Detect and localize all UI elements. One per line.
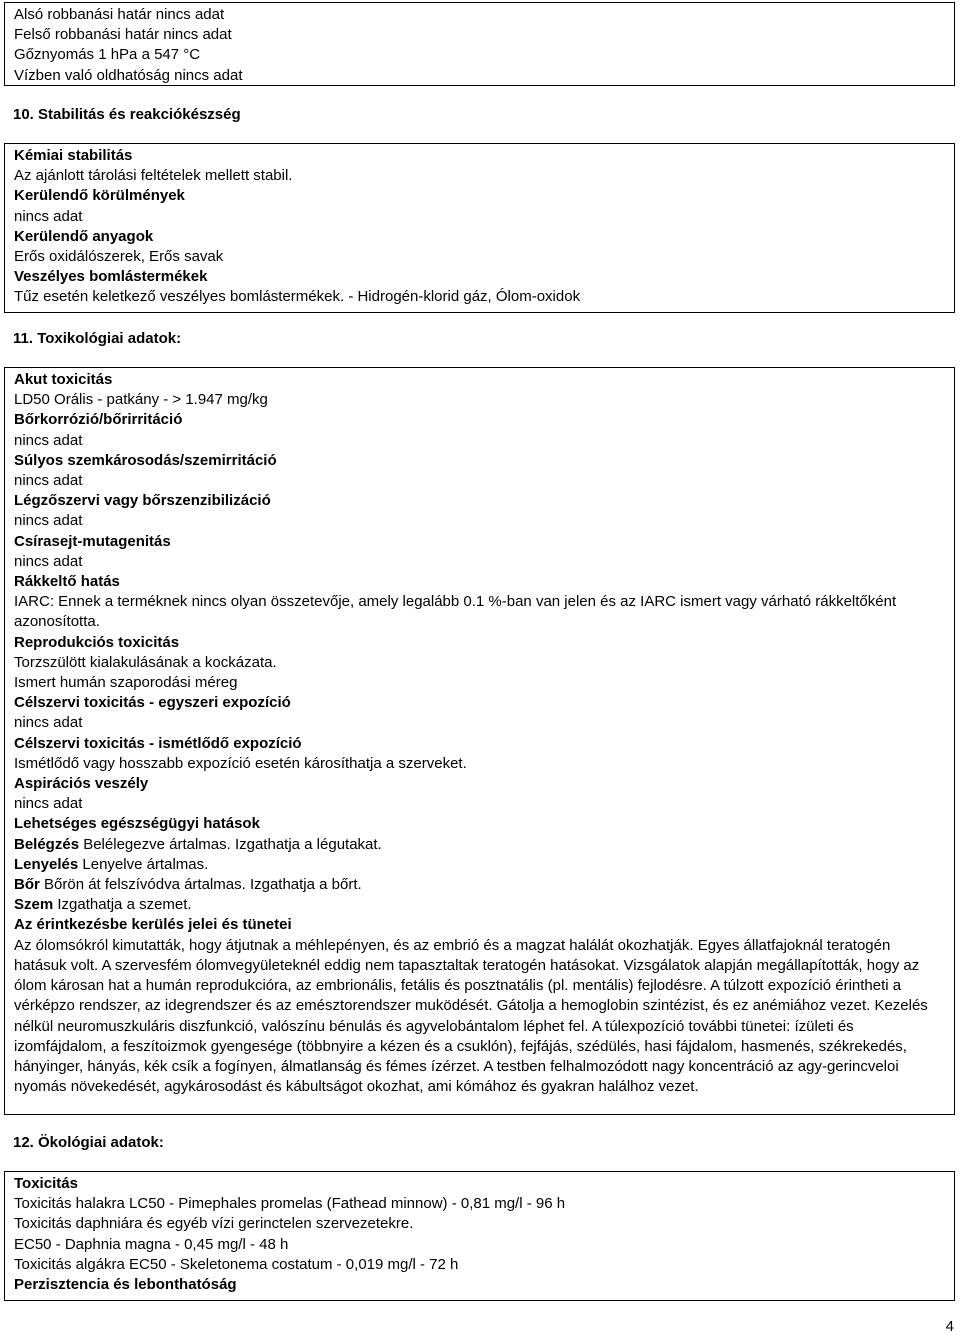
section-12-title: 12. Ökológiai adatok: bbox=[13, 1134, 164, 1151]
eye-damage-text: nincs adat bbox=[14, 472, 83, 490]
reproductive-toxicity-note: Ismert humán szaporodási méreg bbox=[14, 674, 238, 692]
stot-repeated-text: Ismétlődő vagy hosszabb expozíció esetén károsíthatja a szerveket. bbox=[14, 754, 467, 772]
stot-repeated-label: Célszervi toxicitás - ismétlődő expozíció bbox=[14, 734, 302, 752]
section-12-box bbox=[4, 1171, 955, 1301]
section-11-box bbox=[4, 367, 955, 1115]
chemical-stability-text: Az ajánlott tárolási feltételek mellett stabil. bbox=[14, 167, 293, 185]
effect-ingestion-label: Lenyelés bbox=[14, 855, 79, 873]
health-effects-label: Lehetséges egészségügyi hatások bbox=[14, 815, 260, 833]
materials-to-avoid-label: Kerülendő anyagok bbox=[14, 227, 154, 245]
vapor-pressure: Gőznyomás 1 hPa a 547 °C bbox=[14, 46, 201, 64]
reproductive-toxicity-label: Reprodukciós toxicitás bbox=[14, 633, 180, 651]
mutagenicity-text: nincs adat bbox=[14, 552, 83, 570]
water-solubility: Vízben való oldhatóság nincs adat bbox=[14, 66, 243, 84]
conditions-to-avoid-text: nincs adat bbox=[14, 207, 83, 225]
conditions-to-avoid-label: Kerülendő körülmények bbox=[14, 187, 185, 205]
decomposition-products-text: Tűz esetén keletkező veszélyes bomlástermékek. - Hidrogén-klorid gáz, Ólom-oxidok bbox=[14, 288, 581, 306]
effect-skin bbox=[14, 875, 954, 895]
skin-corrosion-label: Bőrkorrózió/bőrirritáció bbox=[14, 411, 183, 429]
mutagenicity-label: Csírasejt-mutagenitás bbox=[14, 532, 171, 550]
reproductive-toxicity-text: Torzszülött kialakulásának a kockázata. bbox=[14, 653, 277, 671]
sensitization-label: Légzőszervi vagy bőrszenzibilizáció bbox=[14, 492, 271, 510]
effect-ingestion-text: Lenyelve ártalmas. bbox=[78, 855, 209, 873]
effect-inhalation-label: Belégzés bbox=[14, 835, 80, 853]
effect-eyes-label: Szem bbox=[14, 896, 54, 914]
effect-inhalation-text: Belélegezve ártalmas. Izgathatja a légutakat. bbox=[79, 835, 382, 853]
toxicity-fish: Toxicitás halakra LC50 - Pimephales promelas (Fathead minnow) - 0,81 mg/l - 96 h bbox=[14, 1195, 566, 1213]
persistence-label: Perzisztencia és lebonthatóság bbox=[14, 1276, 237, 1294]
aspiration-hazard-text: nincs adat bbox=[14, 795, 83, 813]
eye-damage-label: Súlyos szemkárosodás/szemirritáció bbox=[14, 451, 277, 469]
iarc-text: IARC: Ennek a terméknek nincs olyan összetevője, amely legalább 0.1 %-ban van jelen és az IARC ismert vagy várható rákkeltőként azonosította. bbox=[14, 593, 897, 631]
decomposition-products-label: Veszélyes bomlástermékek bbox=[14, 268, 208, 286]
section-10-title: 10. Stabilitás és reakciókészség bbox=[13, 106, 241, 123]
effect-ingestion bbox=[14, 855, 954, 875]
acute-toxicity-label: Akut toxicitás bbox=[14, 371, 113, 388]
physical-properties-box bbox=[4, 2, 955, 86]
symptoms-label: Az érintkezésbe kerülés jelei és tünetei bbox=[14, 916, 292, 934]
effect-skin-text: Bőrön át felszívódva ártalmas. Izgathatja a bőrt. bbox=[39, 876, 362, 894]
toxicity-daphnia: Toxicitás daphniára és egyéb vízi gerinctelen szervezetekre. bbox=[14, 1215, 414, 1233]
effect-eyes-text: Izgathatja a szemet. bbox=[53, 896, 192, 914]
effect-eyes bbox=[14, 895, 954, 915]
explosion-upper-limit: Felső robbanási határ nincs adat bbox=[14, 26, 232, 44]
stot-single-label: Célszervi toxicitás - egyszeri expozíció bbox=[14, 694, 291, 712]
skin-corrosion-text: nincs adat bbox=[14, 431, 83, 449]
explosion-lower-limit: Alsó robbanási határ nincs adat bbox=[14, 6, 225, 23]
toxicity-algae: Toxicitás algákra EC50 - Skeletonema costatum - 0,019 mg/l - 72 h bbox=[14, 1255, 459, 1273]
aspiration-hazard-label: Aspirációs veszély bbox=[14, 775, 149, 793]
stot-single-text: nincs adat bbox=[14, 714, 83, 732]
toxicity-label: Toxicitás bbox=[14, 1175, 78, 1192]
acute-toxicity-text: LD50 Orális - patkány - > 1.947 mg/kg bbox=[14, 391, 268, 409]
section-10-box bbox=[4, 143, 955, 313]
effect-inhalation bbox=[14, 835, 954, 855]
section-11-title: 11. Toxikológiai adatok: bbox=[13, 330, 182, 347]
symptoms-text: Az ólomsókról kimutatták, hogy átjutnak a méhlepényen, és az embrió és a magzat halálát okozhatják. Egyes állatfajoknál teratogén hatásuk volt. A szervesfém ólomvegyületeknél eddig nem tapasztaltak teratogén hatásokat. Vizsgálatok alapján megállapították, hogy az ólom károsan hat a humán reprodukcióra, az embrionális, fetális és posztnatális (pl. mentális) fejlodésre. A túlzott expozíció érintheti a vérképzo rendszer, az idegrendszer és az emésztorendszer muködését. Gátolja a hemoglobin szintézist, és ez anémiához vezet. Kezelés nélkül neuromuszkuláris diszfunkció, valószínu bénulás és agyvelobántalom léphet fel. A túlexpozíció további tünetei: ízületi és izomfájdalom, a feszítoizmok gyengesége (többnyire a kézen és a csuklón), fejfájás, szédülés, hasi fájdalom, hasmenés, székrekedés, hányinger, hányás, kék csík a fogínyen, álmatlanság és fémes ízérzet. A testben felhalmozódott nagy koncentráció az agy-gerincveloi nyomás növekedését, agykárosodást és kábultságot okozhat, ami kómához és gyakran halálhoz vezet. bbox=[14, 936, 928, 1096]
chemical-stability-label: Kémiai stabilitás bbox=[14, 147, 133, 164]
materials-to-avoid-text: Erős oxidálószerek, Erős savak bbox=[14, 248, 224, 266]
page-number: 4 bbox=[945, 1318, 954, 1335]
effect-skin-label: Bőr bbox=[14, 876, 40, 894]
toxicity-daphnia-ec50: EC50 - Daphnia magna - 0,45 mg/l - 48 h bbox=[14, 1235, 289, 1253]
carcinogenicity-label: Rákkeltő hatás bbox=[14, 573, 120, 591]
sensitization-text: nincs adat bbox=[14, 512, 83, 530]
